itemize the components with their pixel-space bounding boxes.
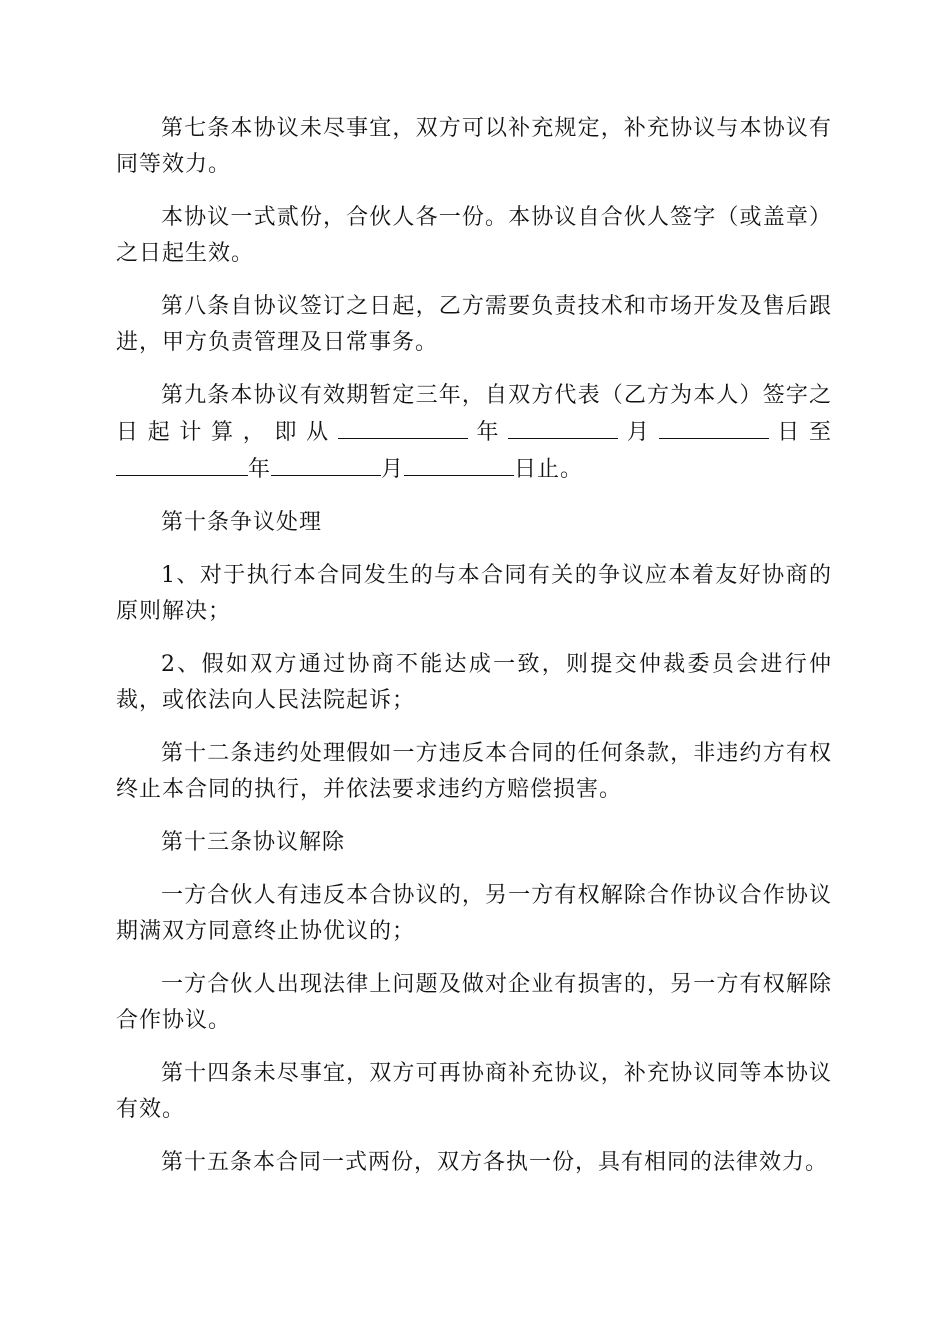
end-day-label: 日止。 — [514, 457, 584, 482]
article-12-paragraph: 第十二条违约处理假如一方违反本合同的任何条款，非违约方有权终止本合同的执行，并依法要求违约方赔偿损害。 — [116, 741, 832, 802]
start-year-blank — [338, 414, 468, 439]
start-year-label: 年 — [467, 420, 509, 445]
end-day-blank — [404, 451, 514, 476]
article-13-heading: 第十三条协议解除 — [161, 830, 346, 855]
start-day-to-label: 日至 — [768, 420, 832, 445]
article-9-lead: 第九条本协议有效期暂定三年，自双方代表（乙方为本人）签字之日起计算，即从 — [116, 383, 832, 445]
end-year-blank — [116, 451, 248, 476]
termination-item-1: 一方合伙人有违反本合协议的，另一方有权解除合作协议合作协议期满双方同意终止协优议的； — [116, 883, 832, 944]
article-14-paragraph: 第十四条未尽事宜，双方可再协商补充协议，补充协议同等本协议有效。 — [116, 1061, 832, 1122]
start-month-label: 月 — [618, 420, 659, 445]
article-9-paragraph — [116, 378, 832, 488]
article-8-paragraph: 第八条自协议签订之日起，乙方需要负责技术和市场开发及售后跟进，甲方负责管理及日常事务。 — [116, 294, 832, 355]
article-15-paragraph: 第十五条本合同一式两份，双方各执一份，具有相同的法律效力。 — [161, 1150, 829, 1175]
dispute-item-2: 2、假如双方通过协商不能达成一致，则提交仲裁委员会进行仲裁，或依法向人民法院起诉； — [116, 652, 832, 713]
end-month-blank — [271, 451, 381, 476]
start-day-blank — [659, 414, 769, 439]
article-10-heading: 第十条争议处理 — [161, 510, 323, 535]
dispute-item-1: 1、对于执行本合同发生的与本合同有关的争议应本着友好协商的原则解决； — [116, 563, 832, 624]
start-month-blank — [508, 414, 618, 439]
end-month-label: 月 — [381, 457, 405, 482]
copies-paragraph: 本协议一式贰份，合伙人各一份。本协议自合伙人签字（或盖章）之日起生效。 — [116, 205, 832, 266]
termination-item-2: 一方合伙人出现法律上问题及做对企业有损害的，另一方有权解除合作协议。 — [116, 972, 832, 1033]
document-body — [116, 111, 832, 1198]
end-year-label: 年 — [248, 457, 272, 482]
article-7-paragraph: 第七条本协议未尽事宜，双方可以补充规定，补充协议与本协议有同等效力。 — [116, 116, 832, 177]
